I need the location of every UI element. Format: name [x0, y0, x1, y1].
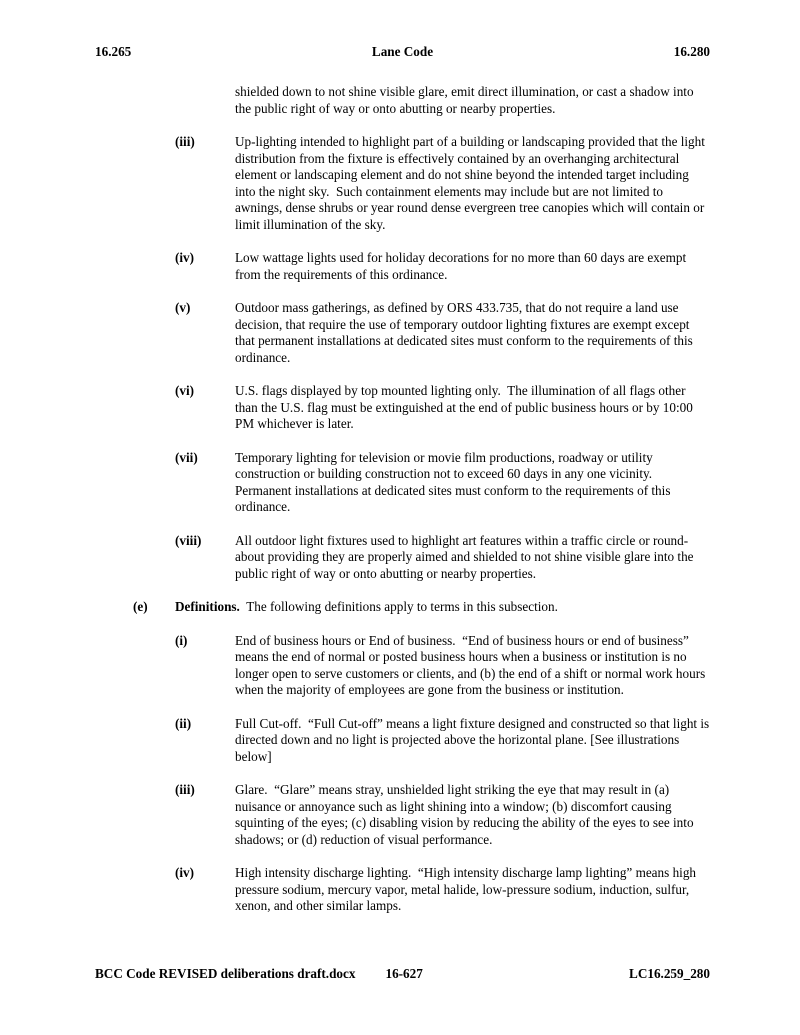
item-label: (i) [175, 632, 188, 648]
list-item [175, 782, 710, 848]
header-section-right: 16.280 [673, 44, 710, 59]
list-item [175, 450, 710, 516]
item-text: Temporary lighting for television or movie film productions, roadway or utility construction or building construction not to exceed 60 days in any one vicinity. Permanent installations at dedicated sites must conform to the requirements of this ordinance. [235, 449, 674, 514]
page-title: Lane Code [371, 44, 434, 59]
definitions-intro: The following definitions apply to terms in this subsection. [239, 599, 558, 614]
footer-filename: BCC Code REVISED deliberations draft.docx [95, 966, 356, 981]
header-section-left: 16.265 [95, 44, 132, 59]
item-label: (ii) [175, 715, 192, 731]
definitions-title: Definitions. [175, 599, 240, 614]
item-text: High intensity discharge lighting. “High intensity discharge lamp lighting” means high pressure sodium, mercury vapor, metal halide, low-pressure sodium, induction, sulfur, xenon, and other similar lamps. [235, 865, 700, 913]
definitions-heading [133, 599, 710, 616]
item-text: Glare. “Glare” means stray, unshielded light striking the eye that may result in (a) nuisance or annoyance such as light shining into a window; (b) discomfort causing squinting of the eyes; (c) disabling vision by reducing the ability of the eyes to see into shadows; or (d) reduction of visual performance. [235, 782, 697, 847]
item-label: (e) [133, 599, 148, 614]
list-item [175, 300, 710, 366]
item-text: Outdoor mass gatherings, as defined by ORS 433.735, that do not require a land use decision, that require the use of temporary outdoor lighting fixtures are exempt except that permanent installations at dedicated sites must conform to the requirements of this ordinance. [235, 300, 697, 365]
list-item [175, 533, 710, 583]
footer-doc-code: LC16.259_280 [629, 966, 710, 981]
item-label: (vi) [175, 383, 195, 398]
list-item [175, 134, 710, 233]
footer-page-number: 16-627 [385, 966, 423, 981]
document-body [133, 84, 713, 932]
list-item [175, 865, 710, 915]
item-label: (iv) [175, 865, 195, 880]
list-item [175, 633, 710, 699]
item-text: U.S. flags displayed by top mounted lighting only. The illumination of all flags other than the U.S. flag must be extinguished at the end of public business hours or by 10:00 PM whichever is later. [235, 383, 697, 431]
item-label: (vii) [175, 449, 198, 465]
item-label: (v) [175, 300, 191, 315]
item-label: (viii) [175, 532, 202, 548]
page-footer [95, 966, 710, 983]
continuation-paragraph: shielded down to not shine visible glare, emit direct illumination, or cast a shadow into the public right of way or onto abutting or nearby properties. [235, 84, 697, 116]
item-text: Low wattage lights used for holiday decorations for no more than 60 days are exempt from the requirements of this ordinance. [235, 250, 690, 282]
page-header [95, 44, 710, 61]
item-label: (iii) [175, 782, 195, 797]
item-text: End of business hours or End of business. “End of business hours or end of business” means the end of normal or posted business hours when a business or institution is no longer open to serve customers or clients, and (b) the end of a shift or normal work hours when the majority of employees are gone from the business or institution. [235, 632, 709, 697]
item-label: (iii) [175, 134, 195, 149]
definitions-heading-text [175, 599, 710, 616]
item-label: (iv) [175, 250, 195, 265]
list-item [175, 250, 710, 283]
list-item [175, 715, 713, 766]
list-item [175, 383, 710, 433]
item-text: Up-lighting intended to highlight part of a building or landscaping provided that the light distribution from the fixture is effectively contained by an overhanging architectural element or landscaping element and do not shine beyond the intended target including into the night sky. Such containment elements may include but are not limited to awnings, dense shrubs or year round dense evergreen tree canopies which will contain or limit illumination of the sky. [235, 134, 709, 232]
item-text: Full Cut-off. “Full Cut-off” means a light fixture designed and constructed so that light is directed down and no light is projected above the horizontal plane. [See illustrations below] [235, 715, 713, 764]
item-text: All outdoor light fixtures used to highlight art features within a traffic circle or round-about providing they are properly aimed and shielded to not shine visible glare into the public right of way or onto abutting or nearby properties. [235, 532, 697, 581]
